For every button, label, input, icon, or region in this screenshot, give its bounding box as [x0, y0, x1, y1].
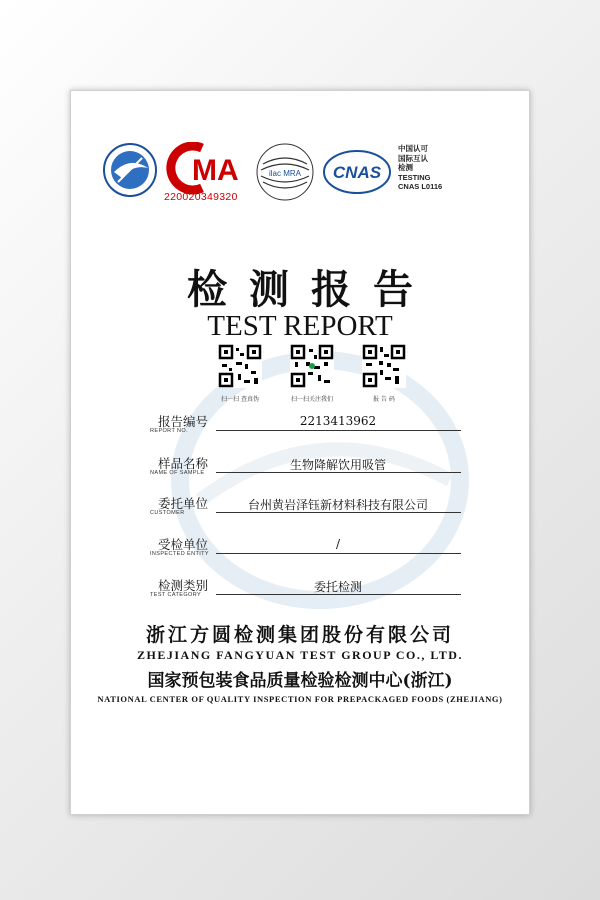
field-customer [150, 494, 460, 528]
field-label-cn: 检测类别 [158, 578, 209, 593]
ilac-mra-logo-icon [255, 142, 315, 202]
follow-qr-code-icon[interactable] [290, 344, 334, 388]
qr-code-row [210, 344, 410, 414]
field-value: / [335, 537, 341, 551]
field-label-cn: 报告编号 [158, 414, 209, 429]
field-value: 2213413962 [299, 414, 377, 428]
qr-label: 报 告 码 [373, 396, 395, 403]
field-label-en: NAME OF SAMPLE [150, 470, 205, 476]
cma-number: 220020349320 [164, 191, 238, 203]
field-inspected-entity [150, 535, 460, 569]
field-underline [216, 594, 461, 595]
field-label-cn: 样品名称 [158, 456, 209, 471]
svg-text:ilac MRA: ilac MRA [268, 169, 302, 178]
field-label-en: INSPECTED ENTITY [150, 551, 209, 557]
field-test-category [150, 576, 460, 610]
report-title-cn: 检测报告 [187, 266, 435, 313]
field-label-en: CUSTOMER [150, 510, 185, 516]
field-underline [216, 472, 461, 473]
cnas-line: 检测 [398, 163, 413, 172]
issuer-company-cn: 浙江方圆检测集团股份有限公司 [145, 624, 454, 646]
field-report-no [150, 412, 460, 446]
field-label-en: TEST CATEGORY [150, 592, 202, 598]
field-label-cn: 受检单位 [158, 537, 209, 552]
cnas-logo-icon [322, 148, 392, 196]
field-value: 生物降解饮用吸管 [289, 458, 386, 472]
cnas-accreditation-text [398, 144, 442, 192]
field-underline [216, 512, 461, 513]
report-qr-code-icon[interactable] [362, 344, 406, 388]
field-sample-name [150, 454, 460, 488]
issuer-center-cn: 国家预包装食品质量检验检测中心(浙江) [147, 671, 453, 691]
report-title-en: TEST REPORT [207, 310, 393, 342]
laboratory-emblem-icon [102, 142, 158, 198]
certification-marks [102, 142, 502, 208]
field-value: 委托检测 [313, 580, 362, 594]
cnas-line: 国际互认 [398, 153, 428, 163]
cnas-line: CNAS L0116 [398, 182, 443, 191]
verify-qr-code-icon[interactable] [218, 344, 262, 388]
field-value: 台州黄岩泽钰新材料科技有限公司 [247, 498, 428, 512]
issuer-center-en: NATIONAL CENTER OF QUALITY INSPECTION FOR PREPACKAGED FOODS (ZHEJIANG) [97, 694, 503, 704]
field-underline [216, 430, 461, 431]
cnas-line: TESTING [398, 172, 431, 182]
field-label-cn: 委托单位 [158, 496, 209, 511]
qr-label: 扫一扫关注我们 [290, 396, 333, 403]
field-label-en: REPORT NO. [150, 428, 189, 434]
svg-text:MA: MA [192, 154, 239, 187]
cnas-line: 中国认可 [398, 144, 428, 153]
issuer-company-en: ZHEJIANG FANGYUAN TEST GROUP CO., LTD. [137, 648, 463, 662]
svg-text:CNAS: CNAS [332, 163, 382, 182]
field-underline [216, 553, 461, 554]
qr-label: 扫一扫 查真伪 [221, 396, 259, 403]
